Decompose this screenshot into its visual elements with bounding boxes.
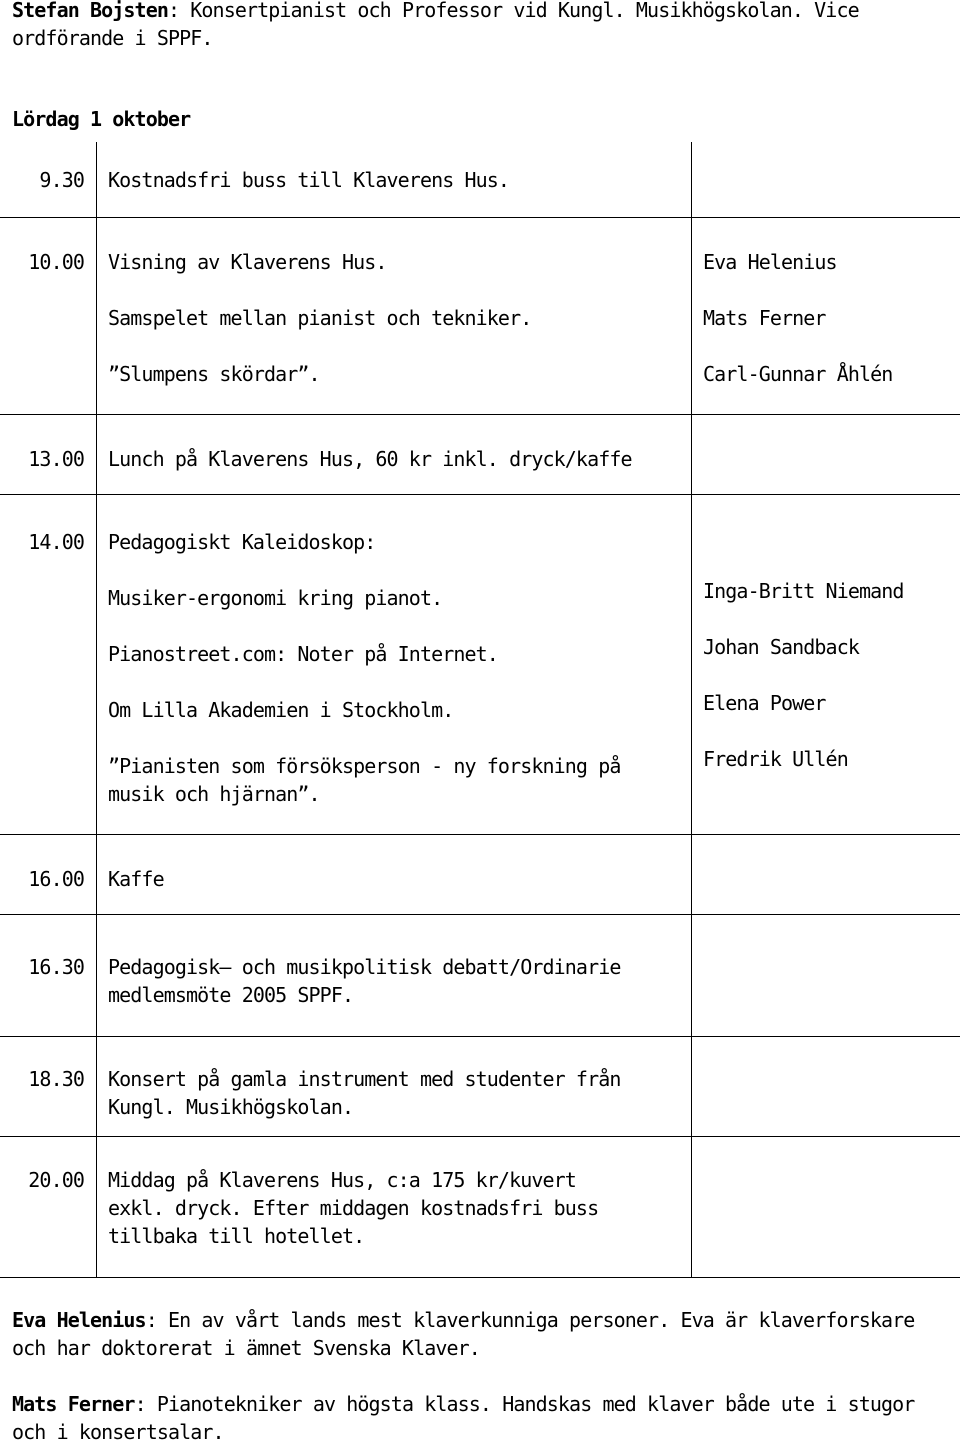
intro-text: : Konsertpianist och Professor vid Kungl. Musikhögskolan. Vice ordförande i SPPF. (12, 0, 859, 50)
presenter: Mats Ferner (703, 306, 826, 330)
presenter: Elena Power (703, 691, 826, 715)
column-divider-right (691, 142, 692, 1278)
time-cell: 16.30 (28, 955, 84, 979)
column-divider-left (96, 142, 97, 1278)
row-divider (0, 1277, 960, 1278)
time-cell: 9.30 (39, 168, 84, 192)
bio-mats-ferner (12, 1390, 948, 1446)
event-text: Konsert på gamla instrument med studenter från Kungl. Musikhögskolan. (108, 1067, 621, 1119)
bio-text: : Pianotekniker av högsta klass. Handskas med klaver både ute i stugor och i konsertsalar. (12, 1392, 915, 1444)
event-text: ”Slumpens skördar”. (108, 362, 320, 386)
event-text: Visning av Klaverens Hus. (108, 250, 387, 274)
time-cell: 16.00 (28, 867, 84, 891)
event-text: Pedagogiskt Kaleidoskop: (108, 530, 376, 554)
bio-eva-helenius (12, 1306, 948, 1362)
time-cell: 13.00 (28, 447, 84, 471)
event-text: Middag på Klaverens Hus, c:a 175 kr/kuvert exkl. dryck. Efter middagen kostnadsfri buss tillbaka till hotellet. (108, 1168, 599, 1248)
intro-bio (12, 0, 948, 52)
event-text: Lunch på Klaverens Hus, 60 kr inkl. dryck/kaffe (108, 447, 632, 471)
row-divider (0, 1036, 960, 1037)
row-divider (0, 494, 960, 495)
event-text: Kaffe (108, 867, 164, 891)
presenter: Inga-Britt Niemand (703, 579, 904, 603)
event-text: Pedagogisk– och musikpolitisk debatt/Ordinarie medlemsmöte 2005 SPPF. (108, 955, 621, 1007)
time-cell: 10.00 (28, 250, 84, 274)
event-text: Kostnadsfri buss till Klaverens Hus. (108, 168, 510, 192)
row-divider (0, 414, 960, 415)
schedule-table (0, 142, 960, 1278)
row-divider (0, 1136, 960, 1137)
event-text: Pianostreet.com: Noter på Internet. (108, 642, 498, 666)
event-text: Musiker-ergonomi kring pianot. (108, 586, 443, 610)
bio-text: : En av vårt lands mest klaverkunniga personer. Eva är klaverforskare och har doktorerat i ämnet Svenska Klaver. (12, 1308, 915, 1360)
day-heading: Lördag 1 oktober (12, 107, 191, 131)
bio-name: Eva Helenius (12, 1308, 146, 1332)
presenter: Johan Sandback (703, 635, 859, 659)
presenter: Carl-Gunnar Åhlén (703, 362, 893, 386)
row-divider (0, 914, 960, 915)
intro-name: Stefan Bojsten (12, 0, 168, 22)
event-text: ”Pianisten som försöksperson - ny forskning på musik och hjärnan”. (108, 754, 621, 806)
row-divider (0, 217, 960, 218)
row-divider (0, 834, 960, 835)
presenter: Eva Helenius (703, 250, 837, 274)
event-text: Om Lilla Akademien i Stockholm. (108, 698, 454, 722)
time-cell: 18.30 (28, 1067, 84, 1091)
time-cell: 20.00 (28, 1168, 84, 1192)
time-cell: 14.00 (28, 530, 84, 554)
presenter: Fredrik Ullén (703, 747, 848, 771)
bio-name: Mats Ferner (12, 1392, 135, 1416)
event-text: Samspelet mellan pianist och tekniker. (108, 306, 532, 330)
